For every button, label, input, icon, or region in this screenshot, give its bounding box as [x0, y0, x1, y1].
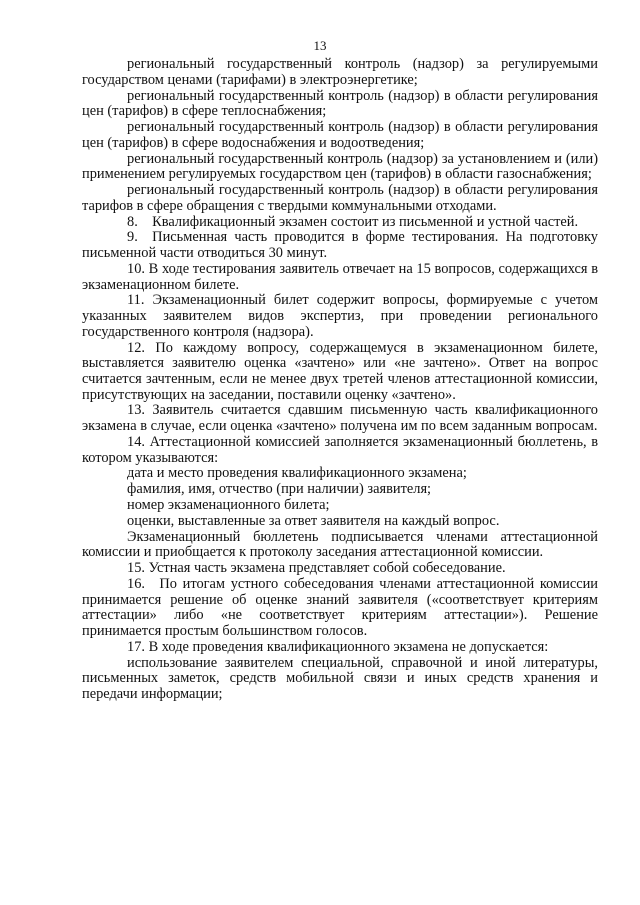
paragraph: 9. Письменная часть проводится в форме тестирования. На подготовку письменной части отводиться 30 минут. — [82, 229, 598, 261]
paragraph: региональный государственный контроль (надзор) за установлением и (или) применением регулируемых государством цен (тарифов) в области газоснабжения; — [82, 150, 598, 183]
paragraph: 11. Экзаменационный билет содержит вопросы, формируемые с учетом указанных заявителем видов экспертиз, при проведении регионального государственного контроля (надзора). — [82, 292, 598, 340]
paragraph: оценки, выставленные за ответ заявителя на каждый вопрос. — [127, 512, 500, 529]
paragraph: 16. По итогам устного собеседования членами аттестационной комиссии принимается решение об оценке знаний заявителя («соответствует критериям аттестации» либо «не соответствует критериям аттестации»). Решение принимается простым большинством голосов. — [82, 575, 598, 639]
paragraph: фамилия, имя, отчество (при наличии) заявителя; — [127, 481, 432, 498]
paragraph: 15. Устная часть экзамена представляет собой собеседование. — [127, 560, 506, 577]
paragraph: использование заявителем специальной, справочной и иной литературы, письменных заметок, средств мобильной связи и иных средств хранения и передачи информации; — [82, 654, 598, 702]
paragraph: номер экзаменационного билета; — [127, 497, 330, 513]
page-number: 13 — [313, 38, 327, 53]
paragraph: региональный государственный контроль (надзор) в области регулирования цен (тарифов) в сфере теплоснабжения; — [82, 87, 598, 120]
paragraph: региональный государственный контроль (надзор) за регулируемыми государством ценами (тарифами) в электроэнергетике; — [82, 56, 598, 88]
paragraph: дата и место проведения квалификационного экзамена; — [127, 465, 467, 482]
paragraph: 10. В ходе тестирования заявитель отвечает на 15 вопросов, содержащихся в экзаменационном билете. — [82, 260, 598, 293]
paragraph: региональный государственный контроль (надзор) в области регулирования цен (тарифов) в сфере водоснабжения и водоотведения; — [82, 119, 598, 151]
paragraph: 14. Аттестационной комиссией заполняется экзаменационный бюллетень, в котором указываются: — [82, 433, 598, 466]
paragraph: 13. Заявитель считается сдавшим письменную часть квалификационного экзамена в случае, если оценка «зачтено» получена им по всем заданным вопросам. — [82, 402, 598, 435]
paragraph: Экзаменационный бюллетень подписывается членами аттестационной комиссии и приобщается к протоколу заседания аттестационной комиссии. — [82, 528, 598, 561]
paragraph: 8. Квалификационный экзамен состоит из письменной и устной частей. — [127, 213, 579, 230]
paragraph: 12. По каждому вопросу, содержащемуся в экзаменационном билете, выставляется заявителю оценка «зачтено» или «не зачтено». Ответ на вопрос считается зачтенным, если не менее двух третей членов аттестационной комиссии, присутствующих на заседании, поставили оценку «зачтено». — [82, 339, 598, 403]
paragraph: региональный государственный контроль (надзор) в области регулирования тарифов в сфере обращения с твердыми коммунальными отходами. — [82, 182, 598, 214]
document-body — [82, 57, 598, 703]
paragraph: 17. В ходе проведения квалификационного экзамена не допускается: — [127, 638, 549, 655]
